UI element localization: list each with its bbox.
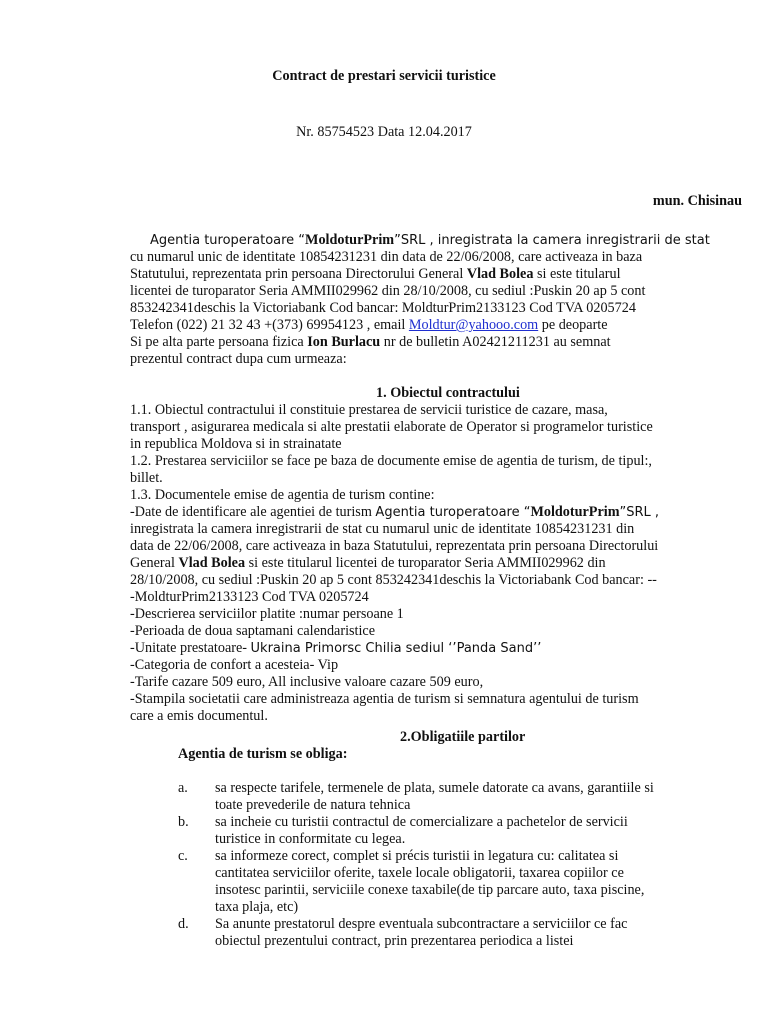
s1-line: in republica Moldova si in strainatate: [130, 436, 342, 452]
list-item-line: sa incheie cu turistii contractul de comercializare a pachetelor de servicii: [215, 814, 628, 830]
intro-line-2: cu numarul unic de identitate 10854231231 din data de 22/06/2008, care activeaza in baza: [130, 249, 643, 265]
list-letter: d.: [178, 916, 189, 932]
document-title: Contract de prestari servicii turistice: [272, 68, 496, 84]
s1-line: 1.2. Prestarea serviciilor se face pe baza de documente emise de agentia de turism, de tipul:,: [130, 453, 652, 469]
s1-detail-line: care a emis documentul.: [130, 708, 268, 724]
s1-detail-line: inregistrata la camera inregistrarii de stat cu numarul unic de identitate 10854231231 din: [130, 521, 635, 537]
s1-detail-line: -Stampila societatii care administreaza agentia de turism si semnatura agentului de turism: [130, 691, 639, 707]
s1-line: billet.: [130, 470, 163, 486]
section-2-subheading: Agentia de turism se obliga:: [178, 746, 348, 762]
list-letter: a.: [178, 780, 188, 796]
intro-line-3: Statutului, reprezentata prin persoana Directorului General Vlad Bolea si este titularul: [130, 266, 621, 282]
s1-detail-line: -Tarife cazare 509 euro, All inclusive valoare cazare 509 euro,: [130, 674, 484, 690]
list-item-line: turistice in conformitate cu legea.: [215, 831, 406, 847]
intro-line-6: Telefon (022) 21 32 43 +(373) 69954123 , email Moldtur@yahooo.com pe deoparte: [130, 317, 608, 333]
email-link[interactable]: Moldtur@yahooo.com: [408, 317, 539, 333]
s1-detail-line: 28/10/2008, cu sediul :Puskin 20 ap 5 cont 853242341deschis la Victoriabank Cod bancar: --: [130, 572, 657, 588]
list-item-line: sa informeze corect, complet si précis turistii in legatura cu: calitatea si: [215, 848, 619, 864]
list-item-line: toate prevederile de natura tehnica: [215, 797, 411, 813]
list-letter: b.: [178, 814, 189, 830]
s1-detail-line: -Descrierea serviciilor platite :numar persoane 1: [130, 606, 404, 622]
s1-detail-line: -Date de identificare ale agentiei de turism Agentia turoperatoare “MoldoturPrim”SRL ,: [130, 504, 660, 520]
city-line: mun. Chisinau: [652, 193, 742, 209]
s1-detail-line: data de 22/06/2008, care activeaza in baza Statutului, reprezentata prin persoana Directorului: [130, 538, 659, 554]
list-item-line: taxa plaja, etc): [215, 899, 299, 915]
intro-line-4: licentei de turoparator Seria AMMII029962 din 28/10/2008, cu sediul :Puskin 20 ap 5 cont: [130, 283, 646, 299]
list-item-line: cantitatea serviciilor oferite, taxele locale obligatorii, taxarea copiilor ce: [215, 865, 624, 881]
s1-detail-line: -Unitate prestatoare- Ukraina Primorsc Chilia sediul ‘’Panda Sand’’: [130, 640, 542, 656]
list-letter: c.: [178, 848, 188, 864]
s1-line: transport , asigurarea medicala si alte prestatii elaborate de Operator si programelor turistice: [130, 419, 653, 435]
s1-line: 1.3. Documentele emise de agentia de turism contine:: [130, 487, 435, 503]
intro-line-5: 853242341deschis la Victoriabank Cod bancar: MoldturPrim2133123 Cod TVA 0205724: [130, 300, 636, 316]
s1-line: 1.1. Obiectul contractului il constituie prestarea de servicii turistice de cazare, masa,: [130, 402, 608, 418]
intro-line-7: Si pe alta parte persoana fizica Ion Burlacu nr de bulletin A02421211231 au semnat: [130, 334, 611, 350]
list-item-line: obiectul prezentului contract, prin prezentarea periodica a listei: [215, 933, 574, 949]
contract-number: Nr. 85754523 Data 12.04.2017: [296, 124, 472, 140]
s1-detail-line: General Vlad Bolea si este titularul licentei de turoparator Seria AMMII029962 din: [130, 555, 606, 571]
section-2-heading: 2.Obligatiile partilor: [400, 729, 526, 745]
section-1-heading: 1. Obiectul contractului: [376, 385, 520, 401]
list-item-line: Sa anunte prestatorul despre eventuala subcontractare a serviciilor ce fac: [215, 916, 628, 932]
list-item-line: sa respecte tarifele, termenele de plata, sumele datorate ca avans, garantiile si: [215, 780, 654, 796]
s1-detail-line: -Perioada de doua saptamani calendaristice: [130, 623, 376, 639]
list-item-line: insotesc parintii, serviciile conexe taxabile(de tip parcare auto, taxa piscine,: [215, 882, 645, 898]
intro-line-8: prezentul contract dupa cum urmeaza:: [130, 351, 347, 367]
s1-detail-line: -Categoria de confort a acesteia- Vip: [130, 657, 339, 673]
intro-line-1: Agentia turoperatoare “MoldoturPrim”SRL , inregistrata la camera inregistrarii de stat: [150, 232, 710, 248]
s1-detail-line: -MoldturPrim2133123 Cod TVA 0205724: [130, 589, 369, 605]
